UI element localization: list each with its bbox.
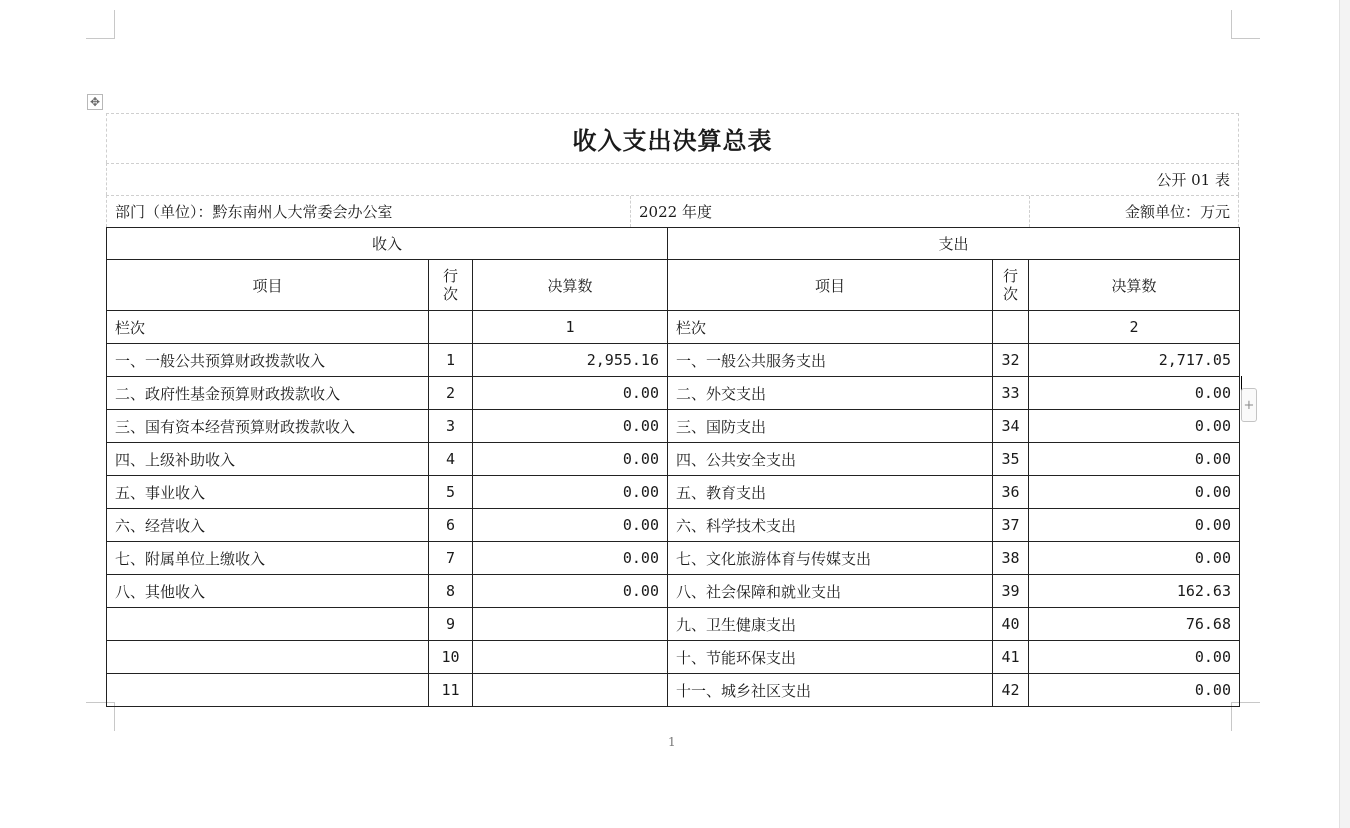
income-column-index[interactable]: 1 [473, 311, 668, 344]
year-label: 2022 年度 [639, 203, 712, 221]
income-row-number-cell[interactable]: 6 [429, 509, 473, 542]
crop-mark-top-right [1231, 10, 1260, 39]
column-header-row [107, 260, 1240, 311]
plus-icon: + [1243, 397, 1255, 413]
expense-amount-cell[interactable]: 0.00 [1029, 476, 1240, 509]
expense-row-number-cell[interactable]: 35 [993, 443, 1029, 476]
section-header-row [107, 228, 1240, 260]
income-item-cell[interactable]: 五、事业收入 [107, 476, 429, 509]
income-column-order-blank[interactable] [429, 311, 473, 344]
income-row-number-cell[interactable]: 7 [429, 542, 473, 575]
move-icon: ✥ [89, 95, 101, 109]
expense-row-number-cell[interactable]: 33 [993, 377, 1029, 410]
income-item-cell[interactable] [107, 674, 429, 707]
department-label: 部门（单位）：黔东南州人大常委会办公室 [115, 203, 393, 221]
expense-amount-cell[interactable]: 76.68 [1029, 608, 1240, 641]
income-row-number-cell[interactable]: 4 [429, 443, 473, 476]
expense-item-cell[interactable]: 二、外交支出 [668, 377, 993, 410]
expense-item-cell[interactable]: 六、科学技术支出 [668, 509, 993, 542]
expense-amount-header[interactable]: 决算数 [1029, 260, 1240, 311]
expense-row-number-cell[interactable]: 40 [993, 608, 1029, 641]
income-amount-cell[interactable]: 2,955.16 [473, 344, 668, 377]
expense-column-order-blank[interactable] [993, 311, 1029, 344]
expense-item-cell[interactable]: 九、卫生健康支出 [668, 608, 993, 641]
income-amount-cell[interactable]: 0.00 [473, 377, 668, 410]
expense-amount-cell[interactable]: 0.00 [1029, 674, 1240, 707]
income-amount-cell[interactable]: 0.00 [473, 575, 668, 608]
income-row-number-cell[interactable]: 10 [429, 641, 473, 674]
expense-row-number-cell[interactable]: 32 [993, 344, 1029, 377]
expense-item-cell[interactable]: 五、教育支出 [668, 476, 993, 509]
table-row [107, 608, 1240, 641]
table-row [107, 476, 1240, 509]
income-row-header[interactable] [429, 260, 473, 311]
row-header-bottom: 次 [442, 285, 458, 303]
expense-item-cell[interactable]: 八、社会保障和就业支出 [668, 575, 993, 608]
expense-column-order-label[interactable]: 栏次 [668, 311, 993, 344]
expense-item-cell[interactable]: 三、国防支出 [668, 410, 993, 443]
income-row-number-cell[interactable]: 2 [429, 377, 473, 410]
income-item-cell[interactable] [107, 608, 429, 641]
column-order-row [107, 311, 1240, 344]
income-amount-header[interactable]: 决算数 [473, 260, 668, 311]
income-row-number-cell[interactable]: 5 [429, 476, 473, 509]
unit-cell[interactable] [1029, 196, 1238, 227]
summary-table [106, 227, 1240, 707]
expense-row-number-cell[interactable]: 37 [993, 509, 1029, 542]
table-row [107, 542, 1240, 575]
income-item-cell[interactable]: 六、经营收入 [107, 509, 429, 542]
income-row-number-cell[interactable]: 9 [429, 608, 473, 641]
expense-item-cell[interactable]: 七、文化旅游体育与传媒支出 [668, 542, 993, 575]
income-row-number-cell[interactable]: 1 [429, 344, 473, 377]
expense-row-number-cell[interactable]: 34 [993, 410, 1029, 443]
table-row [107, 509, 1240, 542]
year-cell[interactable] [630, 196, 1029, 227]
table-title-row [106, 113, 1239, 163]
expense-amount-cell[interactable]: 0.00 [1029, 641, 1240, 674]
income-amount-cell[interactable] [473, 674, 668, 707]
table-row [107, 443, 1240, 476]
row-header-top: 行 [1002, 267, 1018, 285]
expense-row-number-cell[interactable]: 42 [993, 674, 1029, 707]
unit-label: 金额单位：万元 [1124, 203, 1230, 221]
table-row [107, 344, 1240, 377]
income-amount-cell[interactable]: 0.00 [473, 476, 668, 509]
expense-amount-cell[interactable]: 0.00 [1029, 509, 1240, 542]
expense-amount-cell[interactable]: 0.00 [1029, 443, 1240, 476]
income-column-order-label[interactable]: 栏次 [107, 311, 429, 344]
income-item-cell[interactable]: 七、附属单位上缴收入 [107, 542, 429, 575]
row-header-bottom: 次 [1002, 285, 1018, 303]
income-amount-cell[interactable]: 0.00 [473, 443, 668, 476]
expense-item-cell[interactable]: 一、一般公共服务支出 [668, 344, 993, 377]
table-row [107, 641, 1240, 674]
add-row-button[interactable] [1241, 388, 1257, 422]
income-item-header[interactable]: 项目 [107, 260, 429, 311]
expense-row-number-cell[interactable]: 41 [993, 641, 1029, 674]
table-move-handle[interactable] [87, 94, 103, 110]
expense-item-header[interactable]: 项目 [668, 260, 993, 311]
expense-row-number-cell[interactable]: 38 [993, 542, 1029, 575]
meta-row [106, 195, 1239, 227]
expense-amount-cell[interactable]: 0.00 [1029, 377, 1240, 410]
income-item-cell[interactable] [107, 641, 429, 674]
income-amount-cell[interactable] [473, 608, 668, 641]
income-amount-cell[interactable]: 0.00 [473, 509, 668, 542]
income-item-cell[interactable]: 一、一般公共预算财政拨款收入 [107, 344, 429, 377]
expense-item-cell[interactable]: 四、公共安全支出 [668, 443, 993, 476]
income-item-cell[interactable]: 三、国有资本经营预算财政拨款收入 [107, 410, 429, 443]
crop-mark-top-left [86, 10, 115, 39]
income-amount-cell[interactable] [473, 641, 668, 674]
income-row-number-cell[interactable]: 11 [429, 674, 473, 707]
form-code: 公开 01 表 [1156, 171, 1230, 189]
expense-row-number-cell[interactable]: 39 [993, 575, 1029, 608]
table-row [107, 377, 1240, 410]
table-row [107, 674, 1240, 707]
table-row [107, 410, 1240, 443]
expense-header[interactable]: 支出 [668, 228, 1240, 260]
expense-amount-cell[interactable]: 0.00 [1029, 542, 1240, 575]
expense-item-cell[interactable]: 十、节能环保支出 [668, 641, 993, 674]
income-amount-cell[interactable]: 0.00 [473, 542, 668, 575]
row-header-top: 行 [442, 267, 458, 285]
income-amount-cell[interactable]: 0.00 [473, 410, 668, 443]
table-row [107, 575, 1240, 608]
expense-amount-cell[interactable]: 162.63 [1029, 575, 1240, 608]
form-code-row [106, 163, 1239, 195]
expense-column-index[interactable]: 2 [1029, 311, 1240, 344]
page-number: 1 [668, 735, 676, 749]
expense-row-header[interactable] [993, 260, 1029, 311]
income-row-number-cell[interactable]: 8 [429, 575, 473, 608]
expense-row-number-cell[interactable]: 36 [993, 476, 1029, 509]
expense-amount-cell[interactable]: 2,717.05 [1029, 344, 1240, 377]
income-item-cell[interactable]: 四、上级补助收入 [107, 443, 429, 476]
income-item-cell[interactable]: 二、政府性基金预算财政拨款收入 [107, 377, 429, 410]
expense-amount-cell[interactable]: 0.00 [1029, 410, 1240, 443]
income-header[interactable]: 收入 [107, 228, 668, 260]
expense-item-cell[interactable]: 十一、城乡社区支出 [668, 674, 993, 707]
income-item-cell[interactable]: 八、其他收入 [107, 575, 429, 608]
department-cell[interactable] [107, 196, 630, 227]
page-title: 收入支出决算总表 [572, 126, 773, 155]
window-right-edge [1339, 0, 1350, 828]
income-row-number-cell[interactable]: 3 [429, 410, 473, 443]
